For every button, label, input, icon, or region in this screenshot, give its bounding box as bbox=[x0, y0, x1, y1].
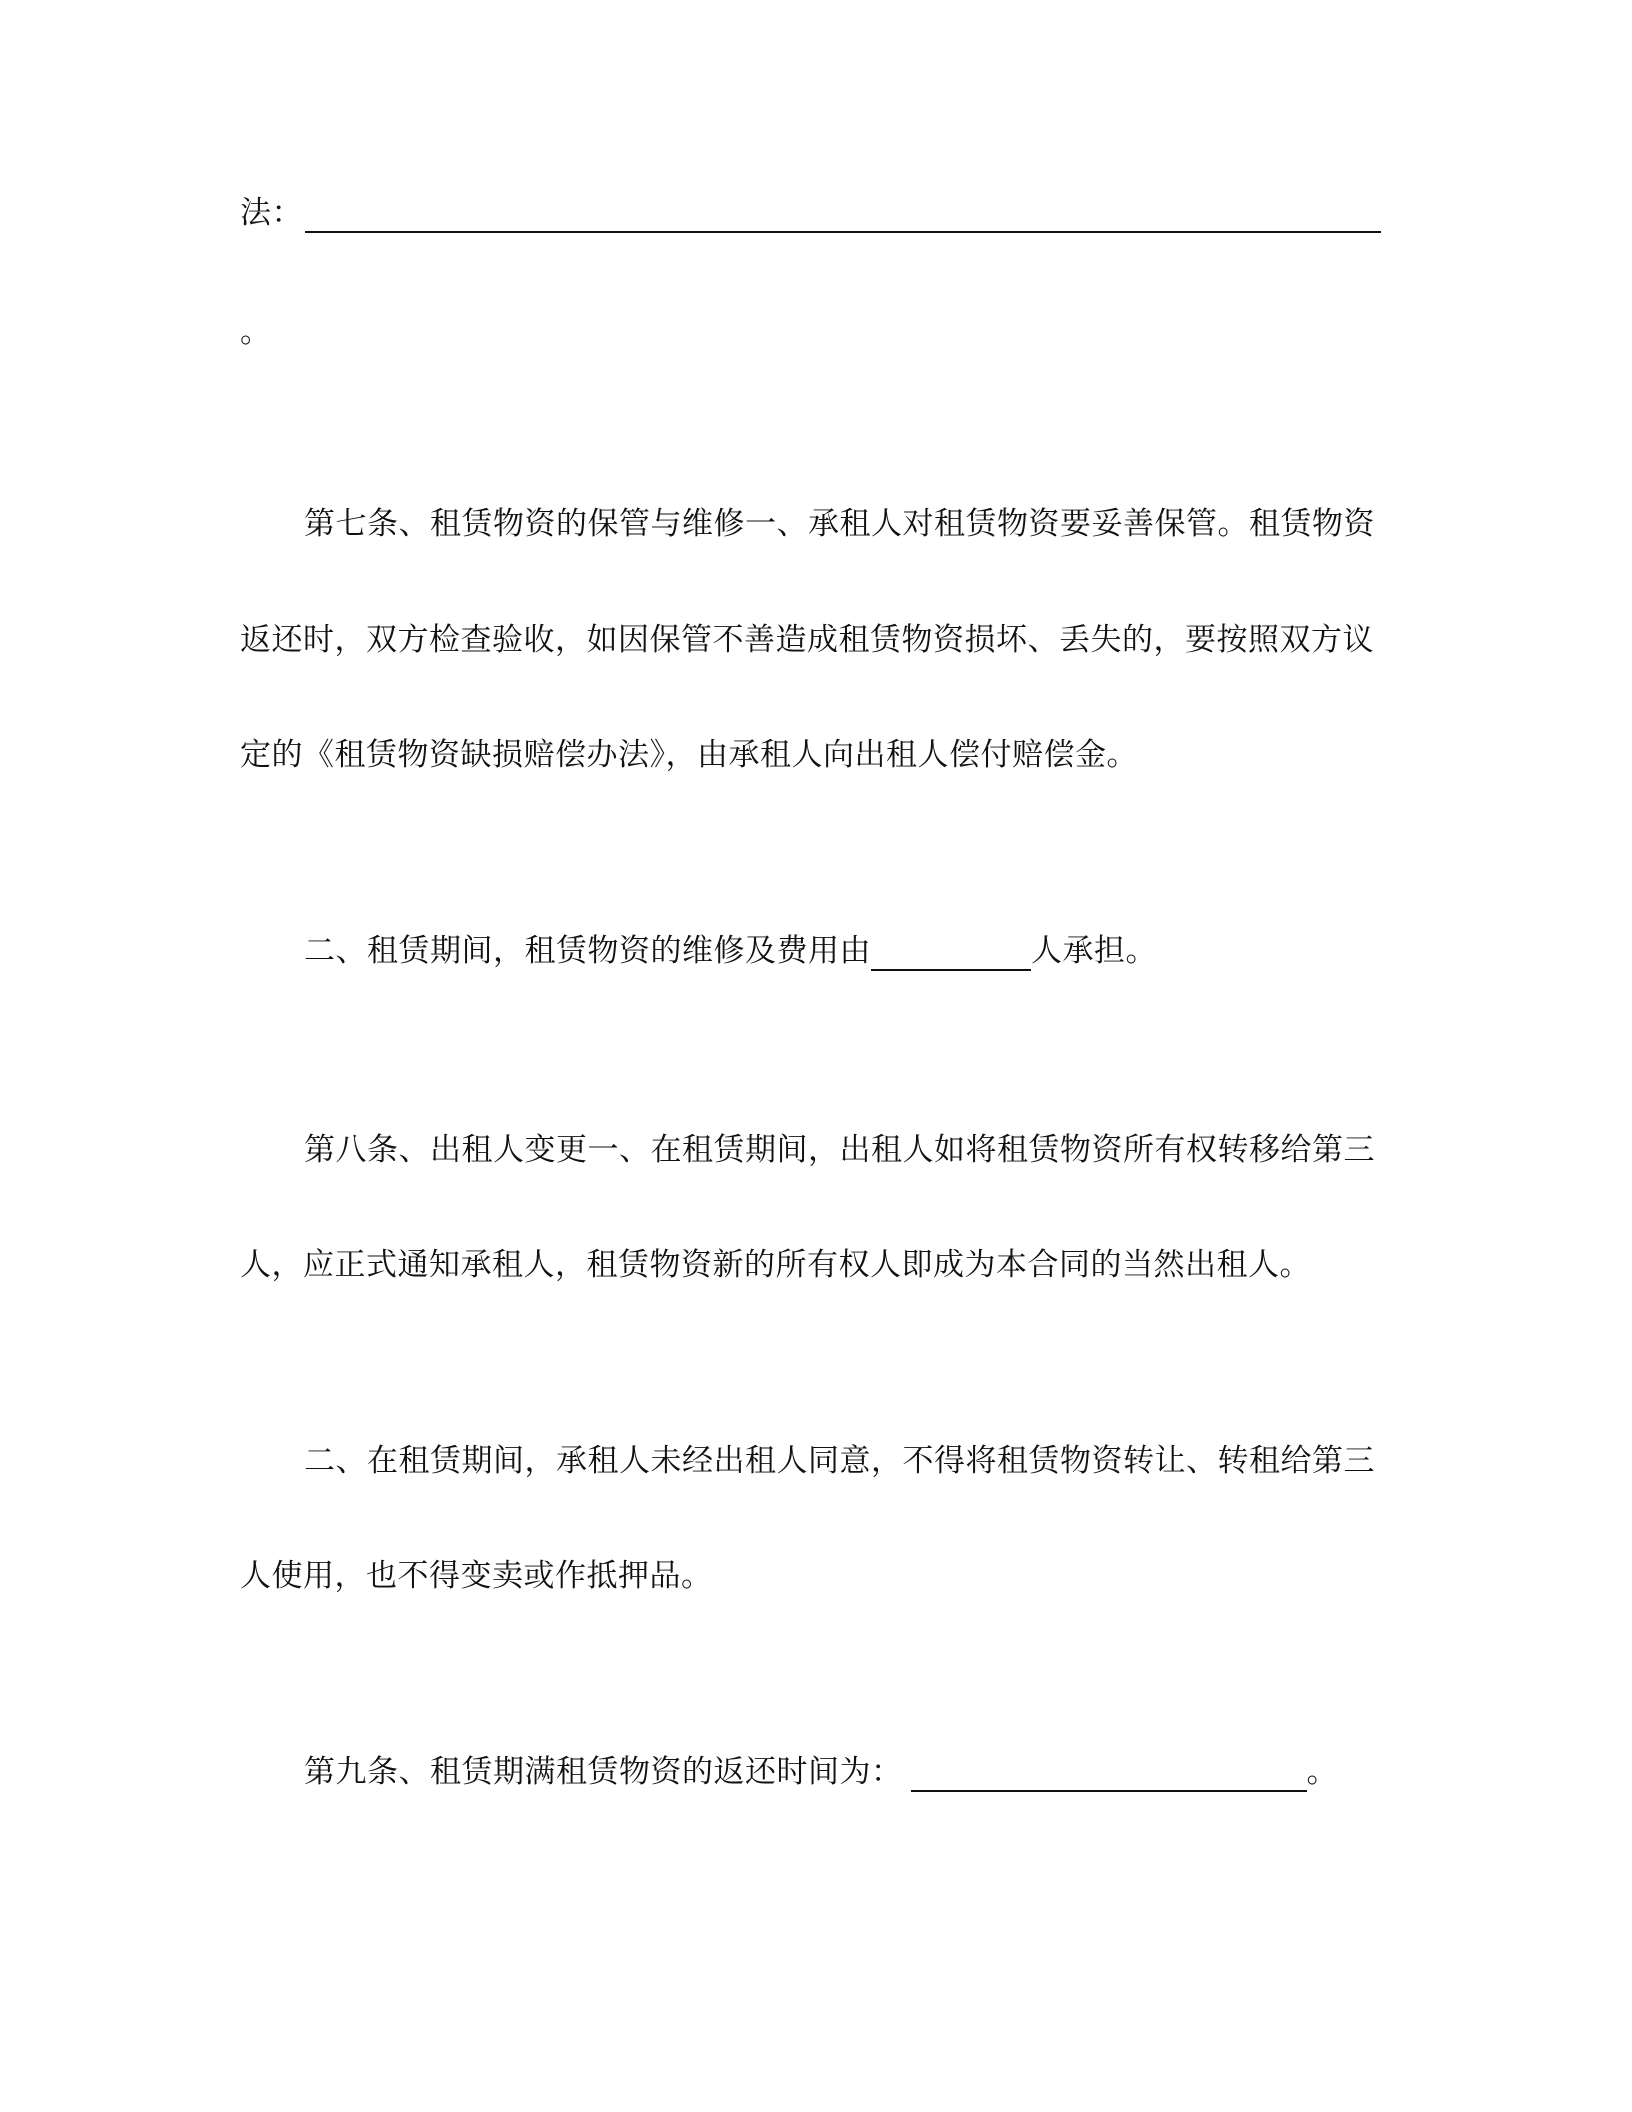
article-7-line-3: 定的《租赁物资缺损赔偿办法》，由承租人向出租人偿付赔偿金。 bbox=[240, 737, 1138, 773]
article-7-item-2-before: 二、租赁期间，租赁物资的维修及费用由 bbox=[304, 933, 871, 969]
label-fa: 法： bbox=[240, 195, 303, 231]
article-7-line-1: 第七条、租赁物资的保管与维修一、承租人对租赁物资要妥善保管。租赁物资 bbox=[304, 506, 1375, 542]
text-line-fa bbox=[240, 193, 303, 233]
article-9-before: 第九条、租赁期满租赁物资的返还时间为： bbox=[304, 1754, 903, 1790]
fill-blank-party bbox=[871, 935, 1031, 971]
period: 。 bbox=[240, 314, 272, 350]
article-8-item-2-line-2: 人使用，也不得变卖或作抵押品。 bbox=[240, 1558, 713, 1594]
article-9-line bbox=[304, 1752, 1338, 1792]
fill-blank-fa bbox=[305, 231, 1381, 233]
fill-blank-return-time bbox=[911, 1756, 1307, 1792]
text-line-period bbox=[240, 312, 272, 352]
article-8-line-1: 第八条、出租人变更一、在租赁期间，出租人如将租赁物资所有权转移给第三 bbox=[304, 1132, 1375, 1168]
article-7-item-2 bbox=[304, 931, 1157, 971]
article-8-item-2-line-1: 二、在租赁期间，承租人未经出租人同意，不得将租赁物资转让、转租给第三 bbox=[304, 1443, 1375, 1479]
article-9-after: 。 bbox=[1306, 1754, 1338, 1790]
article-8-line-2: 人，应正式通知承租人，租赁物资新的所有权人即成为本合同的当然出租人。 bbox=[240, 1247, 1311, 1283]
article-7-line-2: 返还时，双方检查验收，如因保管不善造成租赁物资损坏、丢失的，要按照双方议 bbox=[240, 622, 1374, 658]
article-7-item-2-after: 人承担。 bbox=[1031, 933, 1157, 969]
